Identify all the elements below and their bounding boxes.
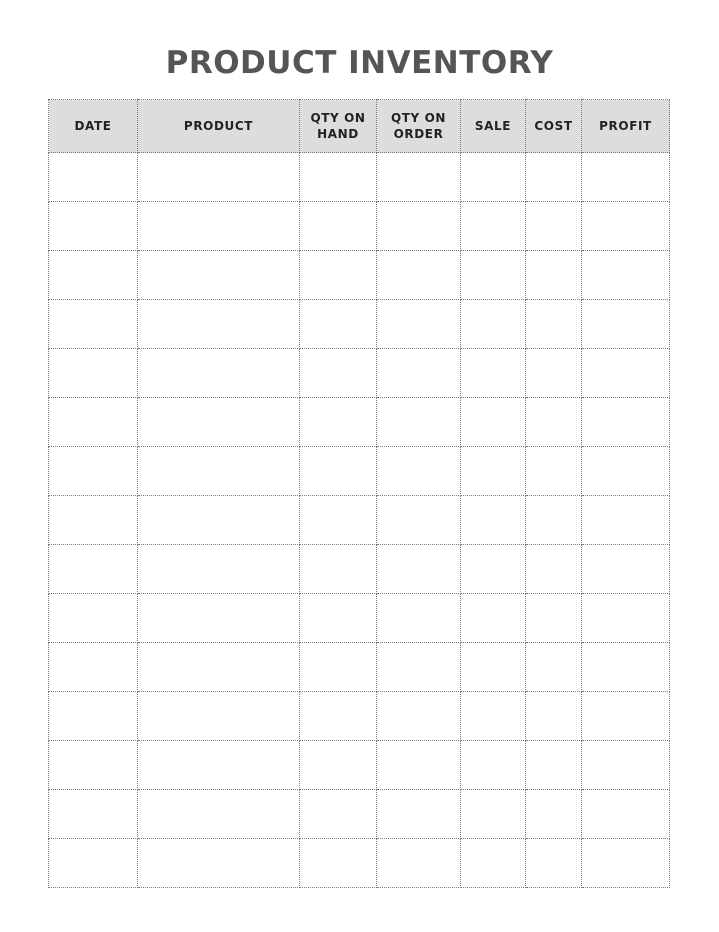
page-title: PRODUCT INVENTORY	[165, 45, 554, 81]
cell-qty-on-hand[interactable]	[300, 300, 377, 349]
cell-qty-on-order[interactable]	[377, 594, 461, 643]
cell-profit[interactable]	[582, 251, 670, 300]
cell-profit[interactable]	[582, 545, 670, 594]
table-row	[49, 790, 670, 839]
cell-product[interactable]	[138, 496, 300, 545]
cell-product[interactable]	[138, 398, 300, 447]
cell-qty-on-hand[interactable]	[300, 594, 377, 643]
cell-qty-on-order[interactable]	[377, 251, 461, 300]
cell-qty-on-order[interactable]	[377, 790, 461, 839]
cell-qty-on-hand[interactable]	[300, 349, 377, 398]
cell-profit[interactable]	[582, 300, 670, 349]
cell-profit[interactable]	[582, 398, 670, 447]
table-body	[49, 153, 670, 888]
cell-date[interactable]	[49, 153, 138, 202]
table-row	[49, 153, 670, 202]
cell-product[interactable]	[138, 447, 300, 496]
cell-date[interactable]	[49, 545, 138, 594]
cell-sale[interactable]	[461, 839, 526, 888]
cell-cost[interactable]	[526, 349, 582, 398]
cell-date[interactable]	[49, 398, 138, 447]
cell-cost[interactable]	[526, 594, 582, 643]
cell-qty-on-hand[interactable]	[300, 398, 377, 447]
cell-qty-on-order[interactable]	[377, 300, 461, 349]
cell-sale[interactable]	[461, 153, 526, 202]
column-header-product: PRODUCT	[138, 100, 300, 153]
cell-sale[interactable]	[461, 741, 526, 790]
cell-qty-on-hand[interactable]	[300, 643, 377, 692]
cell-qty-on-hand[interactable]	[300, 496, 377, 545]
table-row	[49, 594, 670, 643]
cell-profit[interactable]	[582, 790, 670, 839]
cell-sale[interactable]	[461, 496, 526, 545]
cell-sale[interactable]	[461, 692, 526, 741]
cell-qty-on-order[interactable]	[377, 202, 461, 251]
cell-cost[interactable]	[526, 741, 582, 790]
cell-cost[interactable]	[526, 153, 582, 202]
cell-sale[interactable]	[461, 447, 526, 496]
cell-qty-on-hand[interactable]	[300, 202, 377, 251]
cell-sale[interactable]	[461, 300, 526, 349]
cell-cost[interactable]	[526, 496, 582, 545]
cell-cost[interactable]	[526, 447, 582, 496]
cell-qty-on-hand[interactable]	[300, 790, 377, 839]
cell-profit[interactable]	[582, 692, 670, 741]
cell-sale[interactable]	[461, 790, 526, 839]
cell-qty-on-hand[interactable]	[300, 251, 377, 300]
cell-cost[interactable]	[526, 202, 582, 251]
cell-product[interactable]	[138, 349, 300, 398]
cell-cost[interactable]	[526, 692, 582, 741]
cell-cost[interactable]	[526, 545, 582, 594]
cell-sale[interactable]	[461, 398, 526, 447]
column-header-profit: PROFIT	[582, 100, 670, 153]
cell-profit[interactable]	[582, 349, 670, 398]
cell-profit[interactable]	[582, 153, 670, 202]
cell-qty-on-order[interactable]	[377, 349, 461, 398]
cell-product[interactable]	[138, 153, 300, 202]
cell-sale[interactable]	[461, 545, 526, 594]
table-row	[49, 300, 670, 349]
cell-profit[interactable]	[582, 202, 670, 251]
cell-qty-on-order[interactable]	[377, 153, 461, 202]
cell-cost[interactable]	[526, 839, 582, 888]
cell-product[interactable]	[138, 643, 300, 692]
cell-qty-on-order[interactable]	[377, 545, 461, 594]
cell-profit[interactable]	[582, 839, 670, 888]
table-row	[49, 741, 670, 790]
cell-qty-on-order[interactable]	[377, 692, 461, 741]
cell-sale[interactable]	[461, 643, 526, 692]
cell-date[interactable]	[49, 790, 138, 839]
cell-profit[interactable]	[582, 594, 670, 643]
cell-qty-on-order[interactable]	[377, 839, 461, 888]
table-row	[49, 692, 670, 741]
cell-qty-on-hand[interactable]	[300, 153, 377, 202]
cell-date[interactable]	[49, 202, 138, 251]
cell-date[interactable]	[49, 496, 138, 545]
column-header-qty-on-hand: QTY ON HAND	[300, 100, 377, 153]
table-row	[49, 251, 670, 300]
cell-date[interactable]	[49, 741, 138, 790]
table-row	[49, 447, 670, 496]
column-header-date: DATE	[49, 100, 138, 153]
cell-qty-on-hand[interactable]	[300, 741, 377, 790]
cell-profit[interactable]	[582, 643, 670, 692]
cell-profit[interactable]	[582, 741, 670, 790]
table-row	[49, 202, 670, 251]
table-row	[49, 643, 670, 692]
inventory-table	[48, 99, 670, 888]
cell-qty-on-order[interactable]	[377, 496, 461, 545]
cell-date[interactable]	[49, 251, 138, 300]
cell-product[interactable]	[138, 545, 300, 594]
cell-date[interactable]	[49, 643, 138, 692]
cell-product[interactable]	[138, 251, 300, 300]
table-row	[49, 545, 670, 594]
cell-cost[interactable]	[526, 790, 582, 839]
cell-date[interactable]	[49, 839, 138, 888]
cell-sale[interactable]	[461, 594, 526, 643]
column-header-qty-on-order: QTY ON ORDER	[377, 100, 461, 153]
cell-product[interactable]	[138, 300, 300, 349]
table-row	[49, 398, 670, 447]
cell-cost[interactable]	[526, 251, 582, 300]
cell-profit[interactable]	[582, 496, 670, 545]
cell-qty-on-order[interactable]	[377, 398, 461, 447]
cell-sale[interactable]	[461, 202, 526, 251]
cell-cost[interactable]	[526, 398, 582, 447]
cell-profit[interactable]	[582, 447, 670, 496]
cell-cost[interactable]	[526, 643, 582, 692]
cell-qty-on-hand[interactable]	[300, 447, 377, 496]
cell-qty-on-hand[interactable]	[300, 545, 377, 594]
cell-product[interactable]	[138, 202, 300, 251]
table-row	[49, 349, 670, 398]
header-row	[49, 100, 670, 153]
cell-qty-on-hand[interactable]	[300, 839, 377, 888]
cell-date[interactable]	[49, 447, 138, 496]
cell-product[interactable]	[138, 790, 300, 839]
cell-qty-on-order[interactable]	[377, 643, 461, 692]
cell-date[interactable]	[49, 594, 138, 643]
cell-product[interactable]	[138, 741, 300, 790]
cell-sale[interactable]	[461, 349, 526, 398]
cell-product[interactable]	[138, 594, 300, 643]
cell-cost[interactable]	[526, 300, 582, 349]
cell-sale[interactable]	[461, 251, 526, 300]
cell-product[interactable]	[138, 692, 300, 741]
cell-product[interactable]	[138, 839, 300, 888]
cell-qty-on-hand[interactable]	[300, 692, 377, 741]
table-row	[49, 496, 670, 545]
cell-qty-on-order[interactable]	[377, 741, 461, 790]
table-row	[49, 839, 670, 888]
cell-date[interactable]	[49, 692, 138, 741]
cell-date[interactable]	[49, 349, 138, 398]
cell-date[interactable]	[49, 300, 138, 349]
column-header-cost: COST	[526, 100, 582, 153]
cell-qty-on-order[interactable]	[377, 447, 461, 496]
column-header-sale: SALE	[461, 100, 526, 153]
